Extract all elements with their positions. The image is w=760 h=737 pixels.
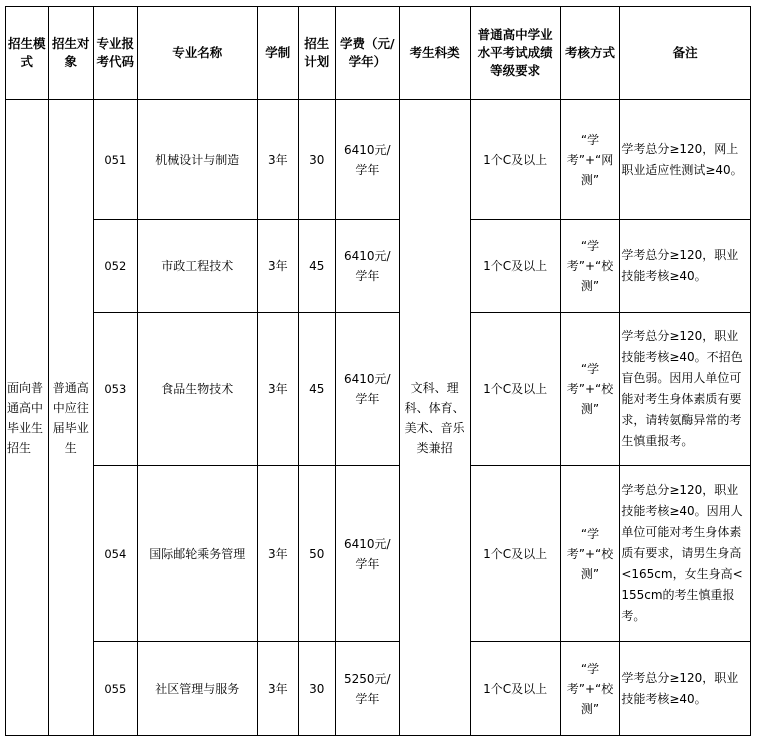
header-exam: 考核方式 — [560, 7, 620, 100]
requirement-cell: 1个C及以上 — [470, 313, 560, 466]
plan-cell: 30 — [298, 100, 335, 220]
duration-cell: 3年 — [258, 313, 298, 466]
remark-cell: 学考总分≥120，职业技能考核≥40。不招色盲色弱。因用人单位可能对考生身体素质有要求，请转氨酶异常的考生慎重报考。 — [620, 313, 751, 466]
header-mode: 招生模式 — [6, 7, 49, 100]
exam-cell: “学考”+“校测” — [560, 313, 620, 466]
duration-cell: 3年 — [258, 466, 298, 642]
subject-cell: 文科、理科、体育、美术、音乐类兼招 — [399, 100, 470, 736]
name-cell: 国际邮轮乘务管理 — [137, 466, 257, 642]
duration-cell: 3年 — [258, 100, 298, 220]
name-cell: 市政工程技术 — [137, 220, 257, 313]
duration-cell: 3年 — [258, 220, 298, 313]
exam-cell: “学考”+“网测” — [560, 100, 620, 220]
fee-cell: 5250元/学年 — [335, 642, 399, 736]
plan-cell: 45 — [298, 313, 335, 466]
exam-cell: “学考”+“校测” — [560, 642, 620, 736]
header-fee: 学费（元/学年） — [335, 7, 399, 100]
header-row — [6, 7, 751, 100]
remark-cell: 学考总分≥120，网上职业适应性测试≥40。 — [620, 100, 751, 220]
plan-cell: 30 — [298, 642, 335, 736]
header-target: 招生对象 — [48, 7, 94, 100]
duration-cell: 3年 — [258, 642, 298, 736]
remark-cell: 学考总分≥120，职业技能考核≥40。 — [620, 642, 751, 736]
mode-cell: 面向普通高中毕业生招生 — [6, 100, 49, 736]
code-cell: 051 — [94, 100, 138, 220]
fee-cell: 6410元/学年 — [335, 313, 399, 466]
requirement-cell: 1个C及以上 — [470, 220, 560, 313]
header-duration: 学制 — [258, 7, 298, 100]
remark-cell: 学考总分≥120，职业技能考核≥40。 — [620, 220, 751, 313]
remark-cell: 学考总分≥120，职业技能考核≥40。因用人单位可能对考生身体素质有要求，请男生身高<165cm，女生身高<155cm的考生慎重报考。 — [620, 466, 751, 642]
name-cell: 食品生物技术 — [137, 313, 257, 466]
table-row — [6, 100, 751, 220]
fee-cell: 6410元/学年 — [335, 100, 399, 220]
header-name: 专业名称 — [137, 7, 257, 100]
code-cell: 052 — [94, 220, 138, 313]
header-code: 专业报考代码 — [94, 7, 138, 100]
requirement-cell: 1个C及以上 — [470, 100, 560, 220]
name-cell: 机械设计与制造 — [137, 100, 257, 220]
code-cell: 054 — [94, 466, 138, 642]
table-row — [6, 642, 751, 736]
header-requirement: 普通高中学业水平考试成绩等级要求 — [470, 7, 560, 100]
plan-cell: 50 — [298, 466, 335, 642]
table-row — [6, 466, 751, 642]
exam-cell: “学考”+“校测” — [560, 466, 620, 642]
header-remark: 备注 — [620, 7, 751, 100]
fee-cell: 6410元/学年 — [335, 220, 399, 313]
header-subject: 考生科类 — [399, 7, 470, 100]
requirement-cell: 1个C及以上 — [470, 466, 560, 642]
table-row — [6, 220, 751, 313]
target-cell: 普通高中应往届毕业生 — [48, 100, 94, 736]
admission-table — [5, 6, 751, 736]
table-row — [6, 313, 751, 466]
exam-cell: “学考”+“校测” — [560, 220, 620, 313]
plan-cell: 45 — [298, 220, 335, 313]
requirement-cell: 1个C及以上 — [470, 642, 560, 736]
fee-cell: 6410元/学年 — [335, 466, 399, 642]
code-cell: 055 — [94, 642, 138, 736]
header-plan: 招生计划 — [298, 7, 335, 100]
code-cell: 053 — [94, 313, 138, 466]
name-cell: 社区管理与服务 — [137, 642, 257, 736]
